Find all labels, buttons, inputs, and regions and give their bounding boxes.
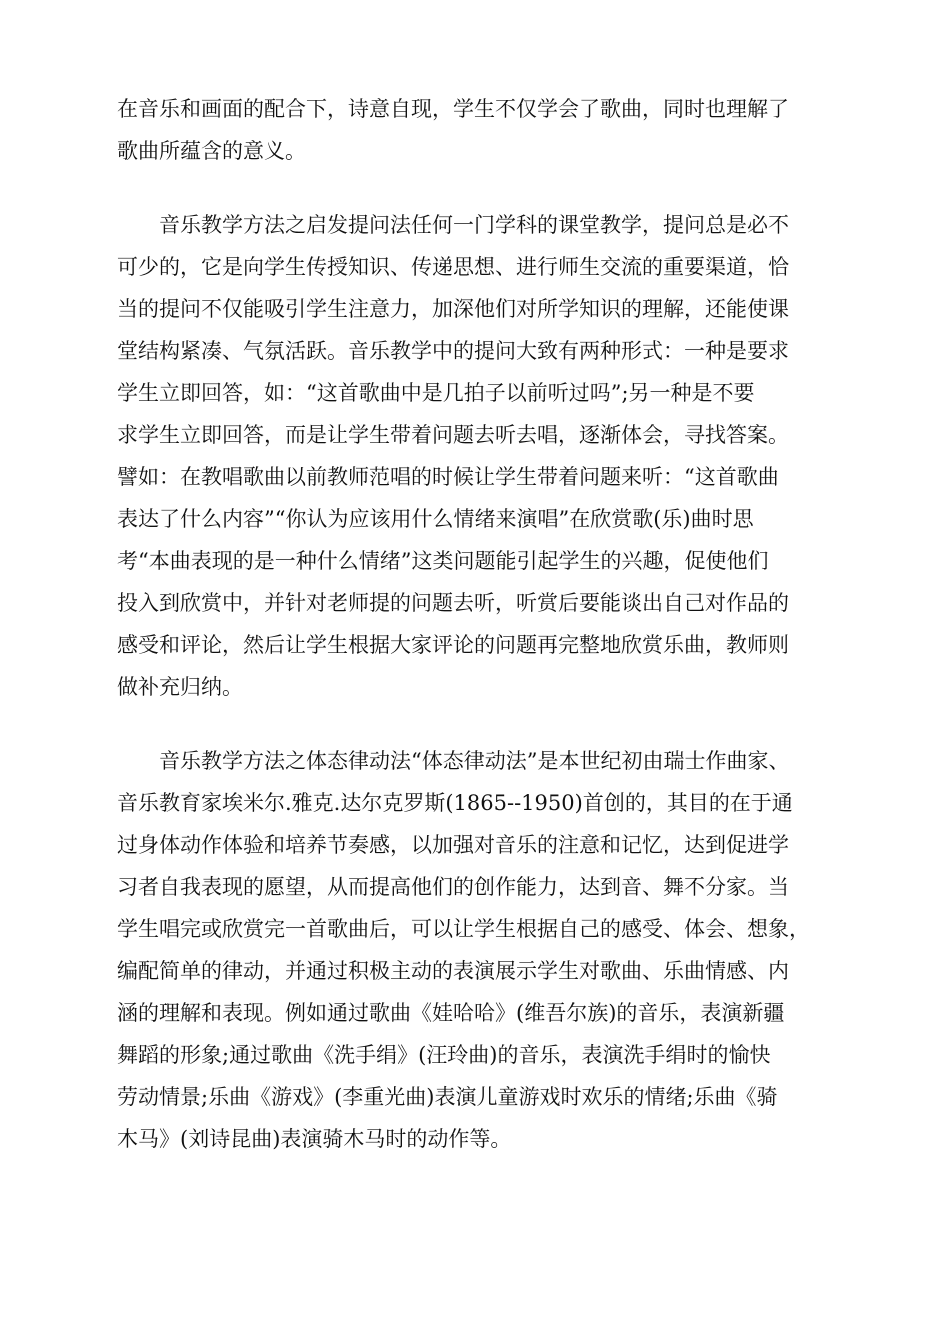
paragraph-line: 考“本曲表现的是一种什么情绪”这类问题能引起学生的兴趣，促使他们	[117, 549, 769, 573]
paragraph-line: 编配简单的律动，并通过积极主动的表演展示学生对歌曲、乐曲情感、内	[117, 959, 789, 983]
paragraph-line: 投入到欣赏中，并针对老师提的问题去听，听赏后要能谈出自己对作品的	[117, 591, 789, 615]
paragraph-line: 劳动情景;乐曲《游戏》(李重光曲)表演儿童游戏时欢乐的情绪;乐曲《骑	[117, 1085, 778, 1109]
paragraph-3	[117, 740, 835, 1160]
paragraph-gap	[117, 172, 835, 204]
paragraph-line: 当的提问不仅能吸引学生注意力，加深他们对所学知识的理解，还能使课	[117, 297, 789, 321]
paragraph-line: 在音乐和画面的配合下，诗意自现，学生不仅学会了歌曲，同时也理解了	[117, 97, 789, 121]
paragraph-line: 譬如：在教唱歌曲以前教师范唱的时候让学生带着问题来听：“这首歌曲	[117, 465, 779, 489]
paragraph-line: 可少的，它是向学生传授知识、传递思想、进行师生交流的重要渠道，恰	[117, 255, 789, 279]
paragraph-line: 舞蹈的形象;通过歌曲《洗手绢》(汪玲曲)的音乐，表演洗手绢时的愉快	[117, 1043, 771, 1067]
paragraph-1	[117, 88, 835, 172]
paragraph-line: 感受和评论，然后让学生根据大家评论的问题再完整地欣赏乐曲，教师则	[117, 633, 789, 657]
paragraph-line: 歌曲所蕴含的意义。	[117, 139, 306, 163]
paragraph-line: 习者自我表现的愿望，从而提高他们的创作能力，达到音、舞不分家。当	[117, 875, 789, 899]
paragraph-line: 木马》(刘诗昆曲)表演骑木马时的动作等。	[117, 1127, 512, 1151]
paragraph-line: 过身体动作体验和培养节奏感，以加强对音乐的注意和记忆，达到促进学	[117, 833, 789, 857]
paragraph-line: 涵的理解和表现。例如通过歌曲《娃哈哈》(维吾尔族)的音乐，表演新疆	[117, 1001, 785, 1025]
document-page	[117, 88, 835, 1160]
paragraph-line: 学生唱完或欣赏完一首歌曲后，可以让学生根据自己的感受、体会、想象，	[117, 917, 810, 941]
paragraph-line: 学生立即回答，如：“这首歌曲中是几拍子以前听过吗”;另一种是不要	[117, 381, 755, 405]
paragraph-line: 表达了什么内容”“你认为应该用什么情绪来演唱”在欣赏歌(乐)曲时思	[117, 507, 754, 531]
paragraph-line: 音乐教学方法之体态律动法“体态律动法”是本世纪初由瑞士作曲家、	[159, 749, 790, 773]
paragraph-line: 求学生立即回答，而是让学生带着问题去听去唱，逐渐体会，寻找答案。	[117, 423, 789, 447]
paragraph-line: 堂结构紧凑、气氛活跃。音乐教学中的提问大致有两种形式：一种是要求	[117, 339, 789, 363]
paragraph-gap	[117, 708, 835, 740]
paragraph-line: 音乐教育家埃米尔.雅克.达尔克罗斯(1865--1950)首创的，其目的在于通	[117, 791, 793, 815]
paragraph-2	[117, 204, 835, 708]
paragraph-line: 音乐教学方法之启发提问法任何一门学科的课堂教学，提问总是必不	[159, 213, 789, 237]
paragraph-line: 做补充归纳。	[117, 675, 243, 699]
